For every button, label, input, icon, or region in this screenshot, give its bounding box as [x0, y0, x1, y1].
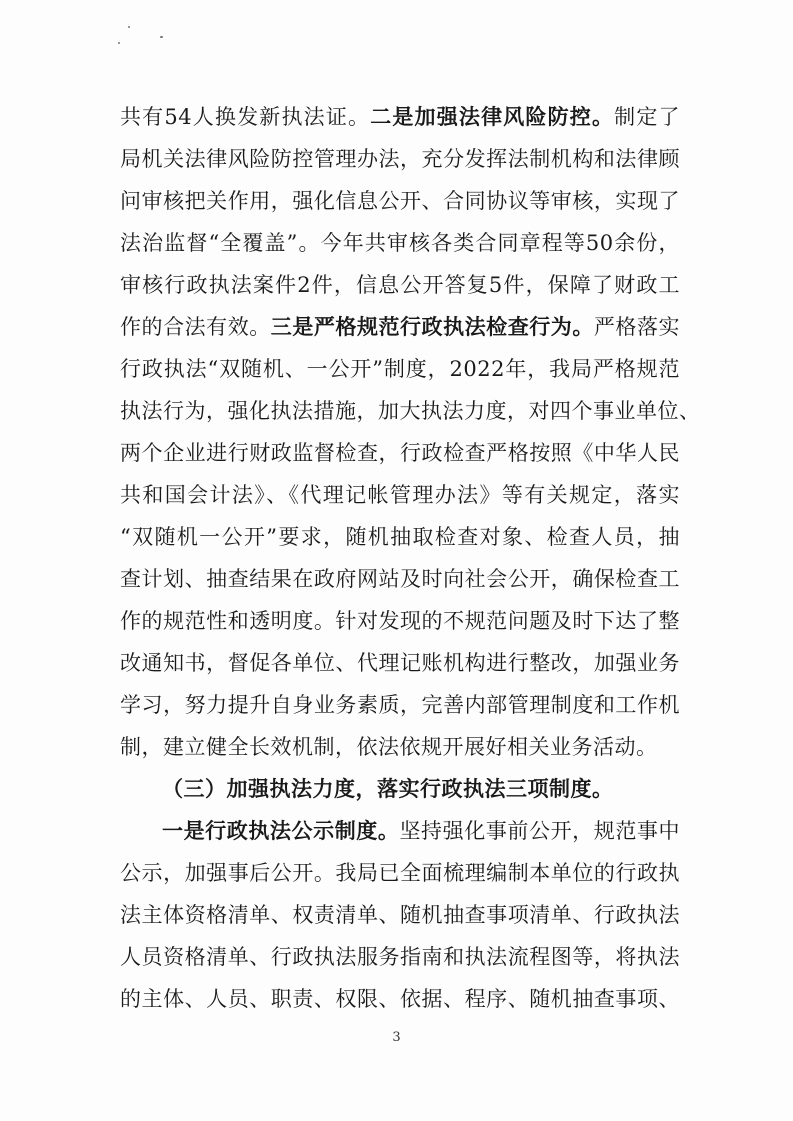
paragraph-2-line-5: 的主体、人员、职责、权限、依据、程序、随机抽查事项、	[120, 987, 680, 1011]
text-run: 制定了	[614, 105, 681, 129]
bold-heading-run: 二是加强法律风险防控。	[370, 105, 615, 129]
paragraph-1-line-4: 法治监督“全覆盖”。今年共审核各类合同章程等50余份，	[120, 231, 680, 255]
paragraph-2-line-3: 法主体资格清单、权责清单、随机抽查事项清单、行政执法	[120, 903, 680, 927]
scan-speck	[118, 42, 120, 44]
paragraph-2-line-2: 公示，加强事后公开。我局已全面梳理编制本单位的行政执	[120, 861, 680, 885]
text-run: 共有54人换发新执法证。	[120, 105, 371, 129]
paragraph-1-line-14: 改通知书，督促各单位、代理记账机构进行整改，加强业务	[120, 651, 680, 675]
paragraph-1-line-1	[120, 96, 680, 138]
paragraph-1-line-5: 审核行政执法案件2件，信息公开答复5件，保障了财政工	[120, 273, 680, 297]
text-run: 坚持强化事前公开，规范事中	[399, 819, 681, 843]
paragraph-1-line-7: 行政执法“双随机、一公开”制度，2022年，我局严格规范	[120, 357, 680, 381]
paragraph-1-line-8: 执法行为，强化执法措施，加大执法力度，对四个事业单位、	[120, 399, 701, 423]
bold-heading-run: 三是严格规范行政执法检查行为。	[270, 315, 594, 339]
text-run: 严格落实	[593, 315, 681, 339]
paragraph-1-line-12: 查计划、抽查结果在政府网站及时向社会公开，确保检查工	[120, 567, 680, 591]
scan-speck	[160, 36, 163, 38]
paragraph-1-line-2: 局机关法律风险防控管理办法，充分发挥法制机构和法律顾	[120, 147, 680, 171]
paragraph-2-line-4: 人员资格清单、行政执法服务指南和执法流程图等，将执法	[120, 945, 680, 969]
paragraph-1-line-15: 学习，努力提升自身业务素质，完善内部管理制度和工作机	[120, 693, 680, 717]
paragraph-1-line-3: 问审核把关作用，强化信息公开、合同协议等审核，实现了	[120, 189, 680, 213]
paragraph-1-line-9: 两个企业进行财政监督检查，行政检查严格按照《中华人民	[120, 441, 680, 465]
paragraph-1-line-6	[120, 306, 680, 348]
paragraph-2-line-1	[120, 810, 680, 852]
paragraph-1-line-11: “双随机一公开”要求，随机抽取检查对象、检查人员，抽	[120, 525, 680, 549]
paragraph-1-line-13: 作的规范性和透明度。针对发现的不规范问题及时下达了整	[120, 609, 680, 633]
paragraph-1-line-10: 共和国会计法》、《代理记帐管理办法》等有关规定，落实	[120, 483, 680, 507]
page-number: 3	[392, 1030, 401, 1045]
bold-heading-run: 一是行政执法公示制度。	[162, 819, 400, 843]
paragraph-1-line-16: 制，建立健全长效机制，依法依规开展好相关业务活动。	[120, 735, 658, 759]
body-text	[120, 96, 701, 1020]
text-run: 作的合法有效。	[120, 315, 271, 339]
scan-speck	[128, 26, 130, 28]
section-heading: （三）加强执法力度，落实行政执法三项制度。	[162, 777, 614, 801]
